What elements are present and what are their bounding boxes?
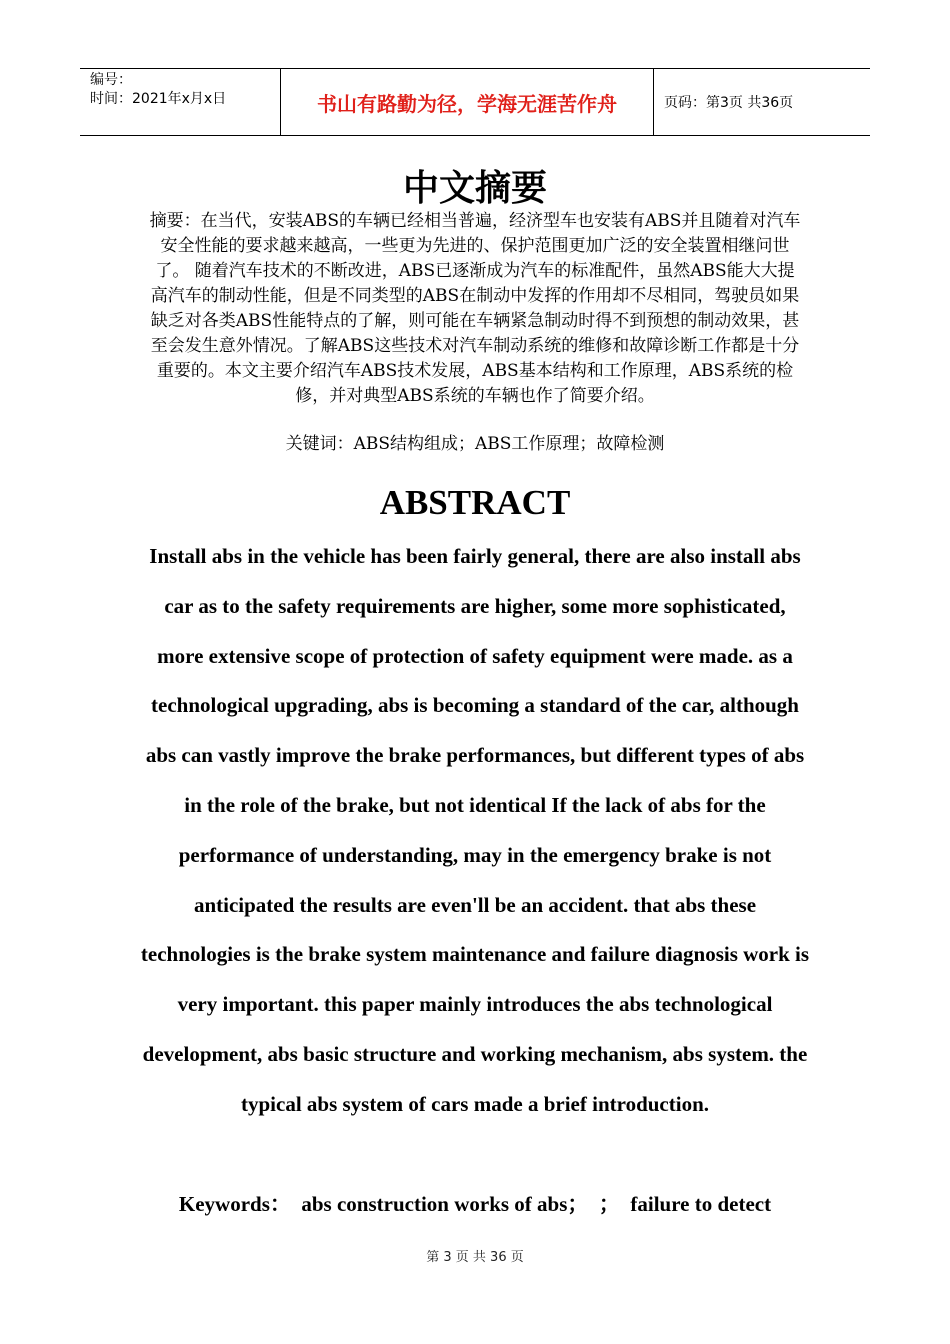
- english-abstract-body: Install abs in the vehicle has been fairly general, there are also install abs car as to the safety requirements are higher, some more sophisticated, more extensive scope of protection of safety equipment were made. as a technological upgrading, abs is becoming a standard of the car, although abs can vastly improve the brake performances, but different types of abs in the role of the brake, but not identical If the lack of abs for the performance of understanding, may in the emergency brake is not anticipated the results are even'll be an accident. that abs these technologies is the brake system maintenance and failure diagnosis work is very important. this paper mainly introduces the abs technological development, abs basic structure and working mechanism, abs system. the typical abs system of cars made a brief introduction.: [140, 544, 810, 1116]
- header-meta: [80, 69, 281, 135]
- english-abstract-title: ABSTRACT: [379, 483, 571, 522]
- header-page-info: 页码：第3页 共36页: [664, 95, 794, 111]
- page-footer: 第 3 页 共 36 页: [426, 1250, 524, 1265]
- time-label: 时间：2021年x月x日: [90, 91, 227, 107]
- header-table: [80, 68, 870, 136]
- english-keywords: Keywords： abs construction works of abs； ； failure to detect: [178, 1192, 772, 1216]
- chinese-abstract-title: 中文摘要: [402, 168, 547, 209]
- number-label: 编号：: [90, 72, 132, 88]
- header-slogan: 书山有路勤为径，学海无涯苦作舟: [281, 69, 654, 135]
- chinese-abstract-body: 摘要：在当代，安装ABS的车辆已经相当普遍，经济型车也安装有ABS并且随着对汽车安全性能的要求越来越高，一些更为先进的、保护范围更加广泛的安全装置相继问世了。 随着汽车技术的不断改进，ABS已逐渐成为汽车的标准配件，虽然ABS能大大提高汽车的制动性能，但是不同类型的ABS在制动中发挥的作用却不尽相同，驾驶员如果缺乏对各类ABS性能特点的了解，则可能在车辆紧急制动时得不到预想的制动效果，甚至会发生意外情况。了解ABS这些技术对汽车制动系统的维修和故障诊断工作都是十分重要的。本文主要介绍汽车ABS技术发展，ABS基本结构和工作原理，ABS系统的检修，并对典型ABS系统的车辆也作了简要介绍。: [149, 211, 801, 406]
- chinese-keywords: 关键词：ABS结构组成；ABS工作原理；故障检测: [285, 434, 665, 454]
